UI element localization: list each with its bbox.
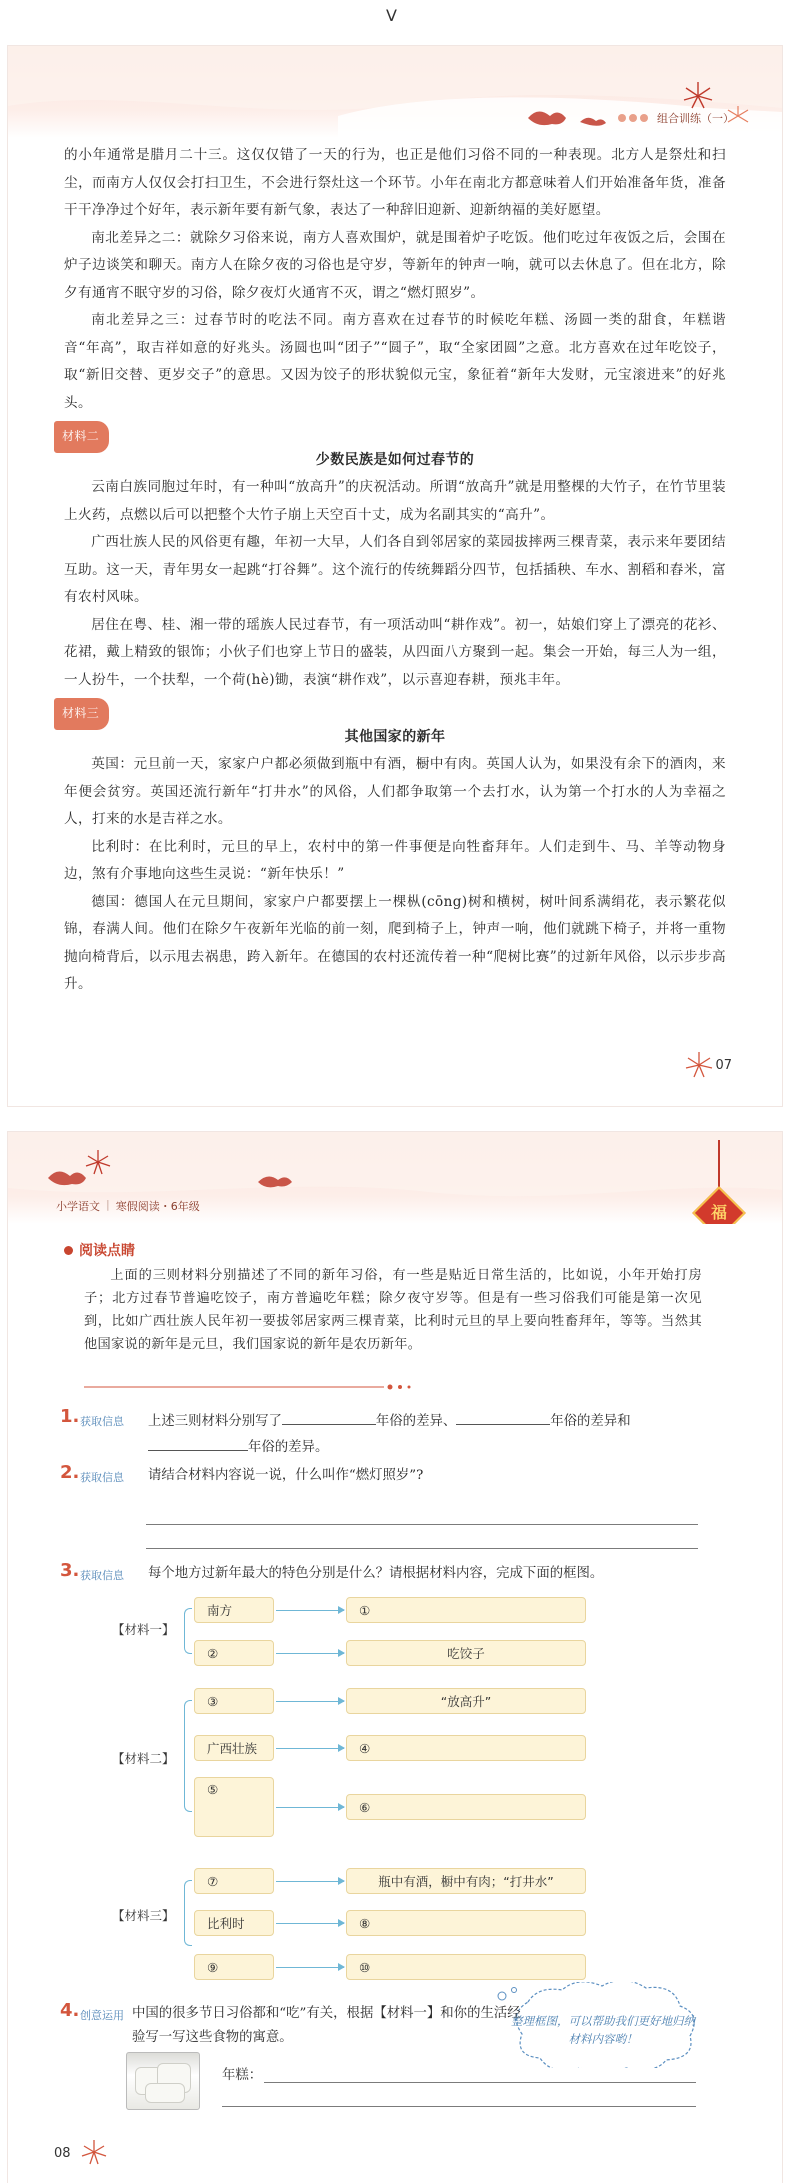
firework-icon — [80, 2138, 108, 2166]
left-box-1: 南方 — [194, 1597, 274, 1623]
question-4 — [60, 2002, 522, 2052]
answer-blank[interactable] — [148, 1434, 248, 1451]
question-text: 年俗的差异、 — [375, 1414, 457, 1429]
answer-line[interactable] — [222, 2106, 696, 2107]
question-tag: 获取信息 — [80, 1415, 124, 1428]
material-2-title: 少数民族是如何过春节的 — [315, 451, 475, 468]
question-number: 1. — [60, 1406, 80, 1427]
dots-decoration — [618, 112, 651, 125]
answer-blank[interactable] — [282, 1408, 376, 1425]
arrow-icon — [276, 1881, 344, 1882]
page-07 — [8, 46, 782, 1106]
question-body — [148, 1408, 712, 1460]
answer-line[interactable] — [264, 2082, 696, 2083]
top-caret: V — [386, 6, 397, 25]
paragraph: 的小年通常是腊月二十三。这仅仅错了一天的行为，也正是他们习俗不同的一种表现。北方人是祭灶和扫尘，而南方人仅仅会打扫卫生，不会进行祭灶这一个环节。小年在南北方都意味着人们开始准备年货，准备干干净净过个好年，表示新年要有新气象，表达了一种辞旧迎新、迎新纳福的美好愿望。 — [64, 147, 726, 218]
header-label: 组合训练（一） — [657, 112, 734, 125]
arrow-icon — [276, 1967, 344, 1968]
left-box-3[interactable]: ③ — [194, 1688, 274, 1714]
question-2 — [60, 1464, 712, 1544]
right-box-4[interactable]: ④ — [346, 1735, 586, 1761]
rice-cake-image — [126, 2052, 200, 2110]
material-3-label: 【材料三】 — [112, 1908, 175, 1923]
arrow-icon — [276, 1653, 344, 1654]
page-number: 08 — [54, 2146, 71, 2161]
header-series: 寒假阅读・6年级 — [115, 1200, 200, 1213]
answer-line[interactable] — [146, 1548, 698, 1549]
bracket — [184, 1700, 192, 1812]
question-tag: 获取信息 — [80, 1569, 124, 1582]
page1-body — [64, 142, 726, 999]
material-1-label: 【材料一】 — [112, 1622, 175, 1637]
material-2-label: 【材料二】 — [112, 1751, 175, 1766]
answer-blank[interactable] — [456, 1408, 550, 1425]
question-text: 年俗的差异和 — [550, 1414, 631, 1429]
header-section-label — [618, 110, 734, 126]
arrow-icon — [276, 1701, 344, 1702]
question-text: 中国的很多节日习俗都和“吃”有关，根据【材料一】和你的生活经验写一写这些食物的寓意。 — [132, 2006, 521, 2045]
right-box-2: 吃饺子 — [346, 1640, 586, 1666]
firework-icon — [684, 1050, 714, 1080]
material-2-tag: 材料二 — [54, 421, 109, 453]
arrow-icon — [276, 1923, 344, 1924]
question-text: 年俗的差异。 — [248, 1440, 329, 1455]
question-text: 每个地方过新年最大的特色分别是什么？请根据材料内容，完成下面的框图。 — [148, 1566, 604, 1581]
paragraph: 广西壮族人民的风俗更有趣，年初一大早，人们各自到邻居家的菜园拔摔两三棵青菜，表示来年要团结互助。这一天，青年男女一起跳“打谷舞”。这个流行的传统舞蹈分四节，包括插秧、车水、割稻和舂米，富有农村风味。 — [64, 534, 726, 605]
paragraph: 云南白族同胞过年时，有一种叫“放高升”的庆祝活动。所谓“放高升”就是用整棵的大竹子，在竹节里装上火药，点燃以后可以把整个大竹子崩上天空百十丈，成为名副其实的“高升”。 — [64, 479, 726, 523]
question-3 — [60, 1562, 712, 1592]
question-1 — [60, 1408, 712, 1468]
left-box-5[interactable]: ⑤ — [194, 1777, 274, 1837]
bullet-icon — [64, 1246, 73, 1255]
arrow-icon — [276, 1807, 344, 1808]
left-box-4: 广西壮族 — [194, 1735, 274, 1761]
divider-decoration — [84, 1380, 414, 1394]
paragraph: 德国：德国人在元旦期间，家家户户都要摆上一棵枞(cōng)树和横树，树叶间系满绢花，表示繁花似锦，春满人间。他们在除夕午夜新年光临的前一刻，爬到椅子上，钟声一响，他们就跳下椅子，并将一重物抛向椅背后，以示甩去祸患，跨入新年。在德国的农村还流传着一种“爬树比赛”的过新年风俗，以示步步高升。 — [64, 893, 726, 992]
header-band — [8, 46, 782, 138]
question-tag: 获取信息 — [80, 1471, 124, 1484]
right-box-10[interactable]: ⑩ — [346, 1954, 586, 1980]
question-text: 上述三则材料分别写了 — [148, 1414, 282, 1429]
paragraph: 英国：元旦前一天，家家户户都必须做到瓶中有酒，橱中有肉。英国人认为，如果没有余下的酒肉，来年便会贫穷。英国还流行新年“打井水”的风俗，人们都争取第一个去打水，认为第一个打水的人为幸福之人，打来的水是吉祥之水。 — [64, 756, 726, 827]
right-box-6[interactable]: ⑥ — [346, 1794, 586, 1820]
left-box-2[interactable]: ② — [194, 1640, 274, 1666]
paragraph: 比利时：在比利时，元旦的早上，农村中的第一件事便是向牲畜拜年。人们走到牛、马、羊等动物身边，煞有介事地向这些生灵说：“新年快乐！” — [64, 838, 726, 882]
bracket — [184, 1880, 192, 1946]
header-subject: 小学语文 — [56, 1200, 100, 1213]
material-3-tag: 材料三 — [54, 698, 109, 730]
paragraph: 南北差异之二：就除夕习俗来说，南方人喜欢围炉，就是围着炉子吃饭。他们吃过年夜饭之后，会围在炉子边谈笑和聊天。南方人在除夕夜的习俗也是守岁，等新年的钟声一响，就可以去休息了。但在北方，除夕有通宵不眠守岁的习俗，除夕夜灯火通宵不灭，谓之“燃灯照岁”。 — [64, 229, 726, 301]
page-08 — [8, 1132, 782, 2183]
material-3-title: 其他国家的新年 — [344, 728, 446, 745]
right-box-8[interactable]: ⑧ — [346, 1910, 586, 1936]
bubble-text: 整理框图，可以帮助我们更好地归纳材料内容哟！ — [511, 2014, 695, 2046]
reading-tips-text: 上面的三则材料分别描述了不同的新年习俗，有一些是贴近日常生活的，比如说，小年开始打房子；北方过春节普遍吃饺子，南方普遍吃年糕；除夕夜守岁等。但是有一些习俗我们可能是第一次见到，比如广西壮族人民年初一要拔邻居家两三棵青菜，比利时元旦的早上要向牲畜拜年，等等。当然其他国家说的新年是元旦，我们国家说的新年是农历新年。 — [84, 1268, 702, 1352]
bracket — [184, 1608, 192, 1654]
paragraph: 南北差异之三：过春节时的吃法不同。南方喜欢在过春节的时候吃年糕、汤圆一类的甜食，年糕谐音“年高”，取吉祥如意的好兆头。汤圆也叫“团子”“圆子”，取“全家团圆”之意。北方喜欢在过年吃饺子，取“新旧交替、更岁交子”的意思。又因为饺子的形状貌似元宝，象征着“新年大发财，元宝滚进来”的好兆头。 — [64, 312, 726, 411]
reading-tips-label: 阅读点睛 — [79, 1243, 135, 1259]
question-number: 4. — [60, 2000, 80, 2021]
arrow-icon — [276, 1748, 344, 1749]
question-text: 请结合材料内容说一说，什么叫作“燃灯照岁”? — [148, 1468, 424, 1483]
reading-tips-heading — [64, 1240, 135, 1260]
paragraph: 居住在粤、桂、湘一带的瑶族人民过春节，有一项活动叫“耕作戏”。初一，姑娘们穿上了漂亮的花衫、花裙，戴上精致的银饰；小伙子们也穿上节日的盛装，从四面八方聚到一起。集会一开始，每三人为一组，一人扮牛，一个扶犁，一个荷(hè)锄，表演“耕作戏”，以示喜迎春耕，预兆丰年。 — [64, 616, 726, 688]
arrow-icon — [276, 1610, 344, 1611]
header-band — [8, 1132, 782, 1224]
question-number: 3. — [60, 1560, 80, 1581]
question-tag: 创意运用 — [80, 2009, 124, 2022]
header-separator: | — [106, 1198, 110, 1211]
left-box-8[interactable]: ⑨ — [194, 1954, 274, 1980]
right-box-1[interactable]: ① — [346, 1597, 586, 1623]
right-box-7: 瓶中有酒，橱中有肉；“打井水” — [346, 1868, 586, 1894]
left-box-7: 比利时 — [194, 1910, 274, 1936]
answer-line[interactable] — [146, 1524, 698, 1525]
fu-character: 福 — [710, 1203, 727, 1222]
nian-gao-label: 年糕： — [222, 2068, 263, 2083]
header-book-info — [56, 1198, 200, 1214]
left-box-6[interactable]: ⑦ — [194, 1868, 274, 1894]
right-box-3: “放高升” — [346, 1688, 586, 1714]
question-number: 2. — [60, 1462, 80, 1483]
page-number: 07 — [715, 1058, 732, 1073]
